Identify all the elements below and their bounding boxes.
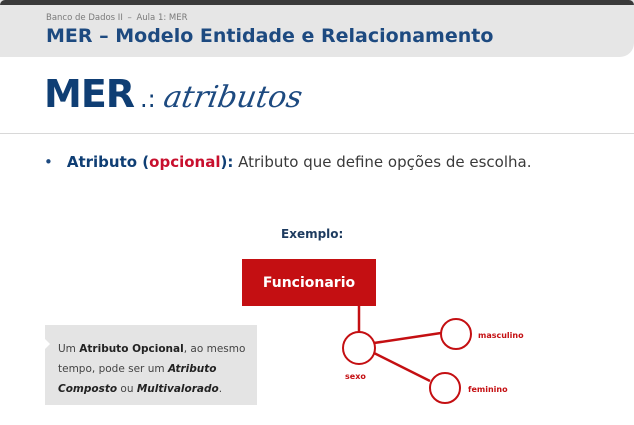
note-bold-2: Atributo Composto — [58, 363, 217, 395]
lesson-name: Aula 1: MER — [136, 13, 188, 23]
note-text — [58, 339, 250, 399]
attribute-label: sexo — [345, 372, 366, 381]
slide-title-main: MER — [44, 72, 135, 116]
bullet-term-highlight: opcional — [149, 153, 221, 171]
note-text-2: , ao mesmo tempo, pode ser um — [58, 343, 246, 375]
header-title: MER – Modelo Entidade e Relacionamento — [46, 25, 494, 47]
bullet-term-end: ): — [220, 153, 234, 171]
bullet-marker: • — [44, 153, 53, 171]
note-text-4: . — [218, 383, 223, 395]
example-label: Exemplo: — [281, 227, 344, 241]
note-pointer — [45, 339, 50, 349]
option-feminino-circle — [430, 373, 460, 403]
entity-box — [242, 259, 376, 306]
option-masculino-circle — [441, 319, 471, 349]
note-bold-3: Multivalorado — [136, 383, 219, 395]
option-label-feminino: feminino — [468, 385, 508, 394]
entity-name: Funcionario — [262, 274, 356, 291]
connector-attribute-masculino — [374, 333, 441, 343]
course-name: Banco de Dados II — [46, 13, 123, 23]
connector-attribute-feminino — [374, 353, 430, 381]
bullet-description: Atributo que define opções de escolha. — [238, 153, 532, 171]
breadcrumb-separator: – — [127, 13, 132, 23]
slide-title-separator: .: — [140, 85, 156, 113]
note-bold-1: Atributo Opcional — [79, 343, 184, 355]
option-label-masculino: masculino — [478, 331, 524, 340]
note-text-3: ou — [117, 383, 137, 395]
slide-title-script: atributos — [160, 80, 305, 115]
note-text-1: Um — [58, 343, 80, 355]
attribute-sexo-circle — [343, 332, 375, 364]
bullet-term: Atributo ( — [66, 153, 150, 171]
